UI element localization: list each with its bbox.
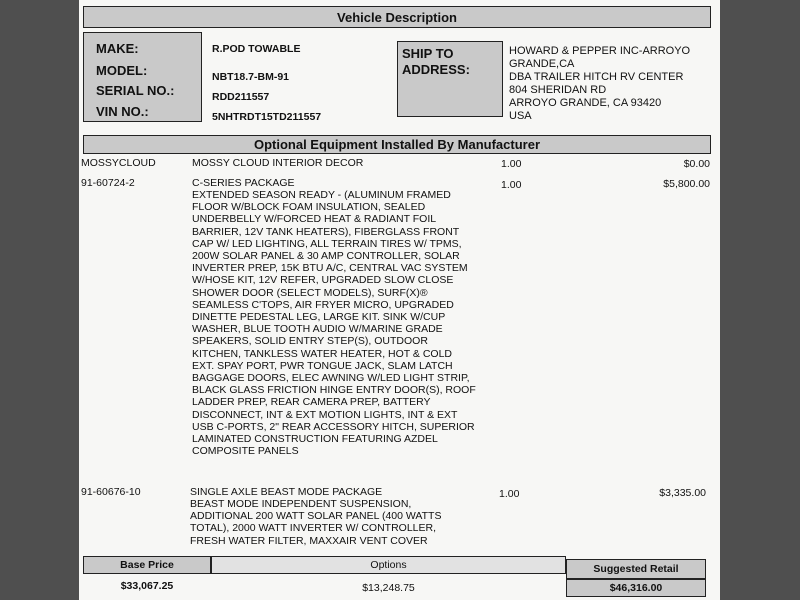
item-qty: 1.00 xyxy=(501,158,522,170)
item-code: MOSSYCLOUD xyxy=(81,157,156,169)
item-code: 91-60676-10 xyxy=(81,486,141,498)
optional-equipment-header xyxy=(83,135,711,154)
make-label: MAKE: xyxy=(96,41,139,56)
item-description: BEAST MODE INDEPENDENT SUSPENSION, ADDITIONAL 200 WATT SOLAR PANEL (400 WATTS TOTAL), 2000 WATT INVERTER W/ CONTROLLER, FRESH WATER FILTER, MAXXAIR VENT COVER xyxy=(190,498,442,547)
vehicle-description-header xyxy=(83,6,711,28)
address-line: 804 SHERIDAN RD xyxy=(509,84,607,96)
invoice-sheet xyxy=(79,0,720,600)
suggested-retail-value xyxy=(566,579,706,597)
item-description: EXTENDED SEASON READY - (ALUMINUM FRAMED FLOOR W/BLOCK FOAM INSULATION, SEALED UNDERBELLY W/FORCED HEAT & RADIANT FOIL BARRIER, 12V TANK HEATERS), FIBERGLASS FRONT CAP W/ LED LIGHTING, ALL TERRAIN TIRES W/ TPMS, 200W SOLAR PANEL & 30 AMP CONTROLLER, SOLAR INVERTER PREP, 15K BTU A/C, CENTRAL VAC SYSTEM W/HOSE KIT, 12V REFER, UPGRADED SLOW CLOSE SHOWER DOOR (SELECT MODELS), SURF(X)® SEAMLESS C'TOPS, AIR FRYER MICRO, UPGRADED DINETTE PEDESTAL LEG, LARGE KIT. SINK W/CUP WASHER, BLUE TOOTH AUDIO W/MARINE GRADE SPEAKERS, SOLID ENTRY STEP(S), OUTDOOR KITCHEN, TANKLESS WATER HEATER, HOT & COLD EXT. SPAY PORT, PWR TONGUE JACK, SLAM LATCH BAGGAGE DOORS, ELEC AWNING W/LED LIGHT STRIP, BLACK GLASS FRICTION HINGE ENTRY DOOR(S), ROOF LADDER PREP, REAR CAMERA PREP, BATTERY DISCONNECT, INT & EXT MOTION LIGHTS, INT & EXT USB C-PORTS, 2" REAR ACCESSORY HITCH, SUPERIOR LAMINATED CONSTRUCTION FEATURING AZDEL COMPOSITE PANELS xyxy=(192,189,476,458)
vin-value: 5NHTRDT15TD211557 xyxy=(212,111,322,123)
serial-value: RDD211557 xyxy=(212,91,270,103)
options-value: $13,248.75 xyxy=(362,582,415,594)
address-line: ARROYO GRANDE, CA 93420 xyxy=(509,97,662,109)
item-name: C-SERIES PACKAGE xyxy=(192,177,295,189)
model-label: MODEL: xyxy=(96,63,148,78)
optional-equipment-title: Optional Equipment Installed By Manufacturer xyxy=(253,137,541,152)
base-price-label: Base Price xyxy=(120,559,174,571)
suggested-retail-label: Suggested Retail xyxy=(593,563,679,575)
item-code: 91-60724-2 xyxy=(81,177,135,189)
suggested-retail-amount: $46,316.00 xyxy=(609,582,663,594)
address-line: HOWARD & PEPPER INC-ARROYO xyxy=(509,45,691,57)
ship-to-address xyxy=(509,45,709,123)
base-price-header xyxy=(83,556,211,574)
item-price: $5,800.00 xyxy=(663,178,710,190)
ship-to-label: SHIP TO ADDRESS: xyxy=(402,46,470,77)
make-value: R.POD TOWABLE xyxy=(212,43,301,55)
item-qty: 1.00 xyxy=(499,488,520,500)
address-line: GRANDE,CA xyxy=(509,58,575,70)
item-name: MOSSY CLOUD INTERIOR DECOR xyxy=(192,157,364,169)
vehicle-labels-box xyxy=(83,32,202,122)
serial-label: SERIAL NO.: xyxy=(96,83,175,98)
base-price-value: $33,067.25 xyxy=(120,580,174,592)
address-line: USA xyxy=(509,110,532,122)
options-header xyxy=(211,556,566,574)
address-line: DBA TRAILER HITCH RV CENTER xyxy=(509,71,684,83)
item-qty: 1.00 xyxy=(501,179,522,191)
model-value: NBT18.7-BM-91 xyxy=(212,71,290,83)
vin-label: VIN NO.: xyxy=(96,104,149,119)
options-label: Options xyxy=(370,559,407,571)
item-price: $3,335.00 xyxy=(659,487,706,499)
suggested-retail-header xyxy=(566,559,706,579)
item-price: $0.00 xyxy=(683,158,710,170)
item-name: SINGLE AXLE BEAST MODE PACKAGE xyxy=(190,486,383,498)
vehicle-description-title: Vehicle Description xyxy=(337,9,457,25)
ship-to-box xyxy=(397,41,503,117)
